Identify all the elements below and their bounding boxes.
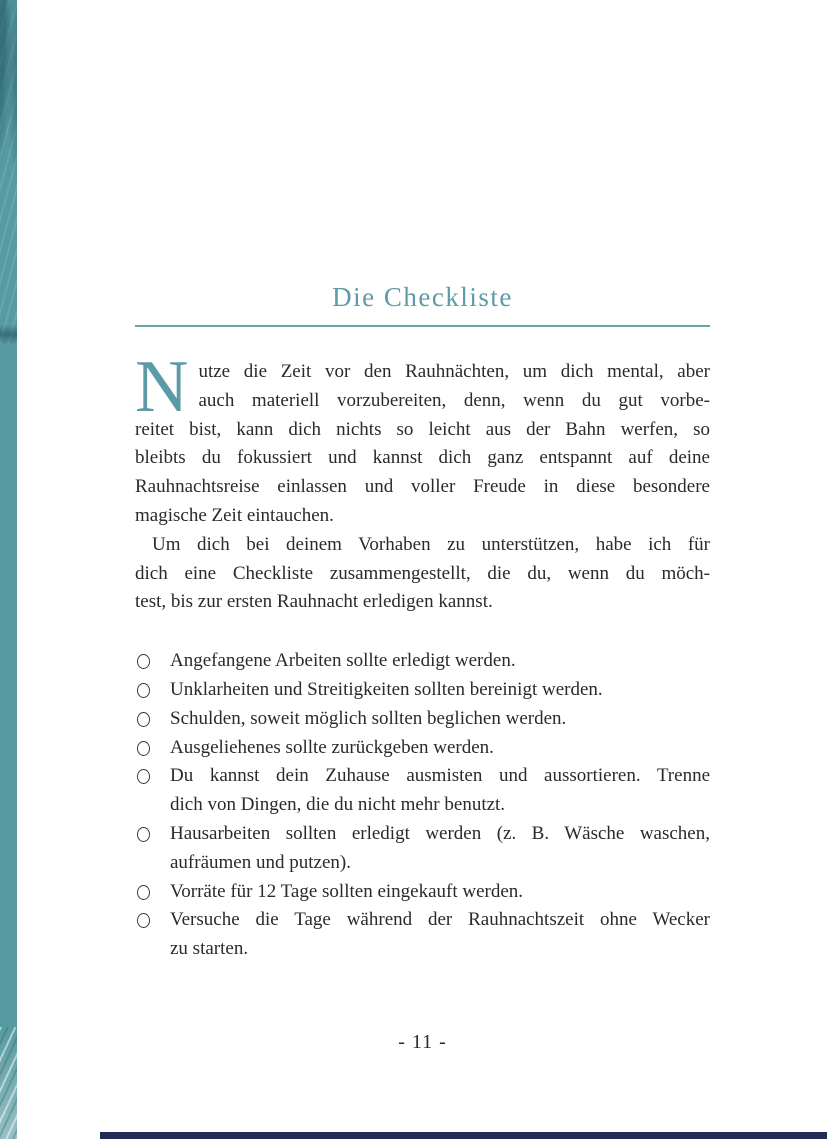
checklist-item [135, 705, 710, 734]
decorative-edge-strip [0, 0, 17, 1139]
checkbox-circle-icon [137, 741, 150, 756]
text-line: Unklarheiten und Streitigkeiten sollten bereinigt werden. [170, 678, 603, 700]
checklist-item-text [170, 734, 710, 763]
text-line: Versuche die Tage während der Rauhnachtszeit ohne Wecker [170, 909, 710, 931]
text-line: Ausgeliehenes sollte zurückgeben werden. [170, 736, 494, 758]
text-line: dich von Dingen, die du nicht mehr benutzt. [170, 794, 506, 816]
checklist-item-text [170, 878, 710, 907]
checklist-item [135, 734, 710, 763]
bottom-edge-bar [100, 1132, 827, 1139]
intro-paragraph-lines [135, 346, 710, 531]
title-divider [135, 325, 710, 327]
text-line: Schulden, soweit möglich sollten beglichen werden. [170, 707, 567, 729]
text-line: Um dich bei deinem Vorhaben zu unterstützen, habe ich für [152, 533, 710, 555]
checklist-item [135, 647, 710, 676]
text-line: dich eine Checkliste zusammengestellt, die du, wenn du möch- [135, 562, 710, 584]
drop-cap: N [135, 346, 189, 428]
text-line: Angefangene Arbeiten sollte erledigt werden. [170, 650, 516, 672]
checklist-item-text [170, 705, 710, 734]
checklist-item [135, 762, 710, 820]
checkbox-circle-icon [137, 654, 150, 669]
checklist-item-text [170, 820, 710, 878]
checkbox-circle-icon [137, 683, 150, 698]
text-line: Du kannst dein Zuhause ausmisten und aussortieren. Trenne [170, 765, 710, 787]
checklist-item [135, 820, 710, 878]
checkbox-circle-icon [137, 885, 150, 900]
checklist-item [135, 676, 710, 705]
text-line: Rauhnachtsreise einlassen und voller Freude in diese besondere [135, 476, 710, 498]
text-line: magische Zeit eintauchen. [135, 504, 334, 526]
text-line: test, bis zur ersten Rauhnacht erledigen kannst. [135, 591, 493, 613]
checkbox-circle-icon [137, 712, 150, 727]
checkbox-circle-icon [137, 769, 150, 784]
checklist-item-text [170, 906, 710, 964]
checklist-item [135, 906, 710, 964]
second-paragraph [135, 531, 710, 617]
intro-paragraph [135, 346, 710, 531]
checkbox-circle-icon [137, 827, 150, 842]
text-line: bleibts du fokussiert und kannst dich ganz entspannt auf deine [135, 447, 710, 469]
text-line: aufräumen und putzen). [170, 851, 351, 873]
checklist [135, 647, 710, 964]
page-title: Die Checkliste [332, 282, 513, 312]
page-text-column [135, 0, 710, 1057]
text-line: reitet bist, kann dich nichts so leicht aus der Bahn werfen, so [135, 418, 710, 440]
checklist-item [135, 878, 710, 907]
text-line: zu starten. [170, 938, 249, 960]
text-line: auch materiell vorzubereiten, denn, wenn du gut vorbe- [198, 389, 710, 411]
text-line: utze die Zeit vor den Rauhnächten, um dich mental, aber [198, 361, 710, 382]
checklist-item-text [170, 647, 710, 676]
checklist-item-text [170, 762, 710, 820]
checkbox-circle-icon [137, 913, 150, 928]
checklist-item-text [170, 676, 710, 705]
text-line: Vorräte für 12 Tage sollten eingekauft werden. [170, 880, 524, 902]
text-line: Hausarbeiten sollten erledigt werden (z. B. Wäsche waschen, [170, 822, 710, 844]
page-number: - 11 - [398, 1030, 447, 1053]
